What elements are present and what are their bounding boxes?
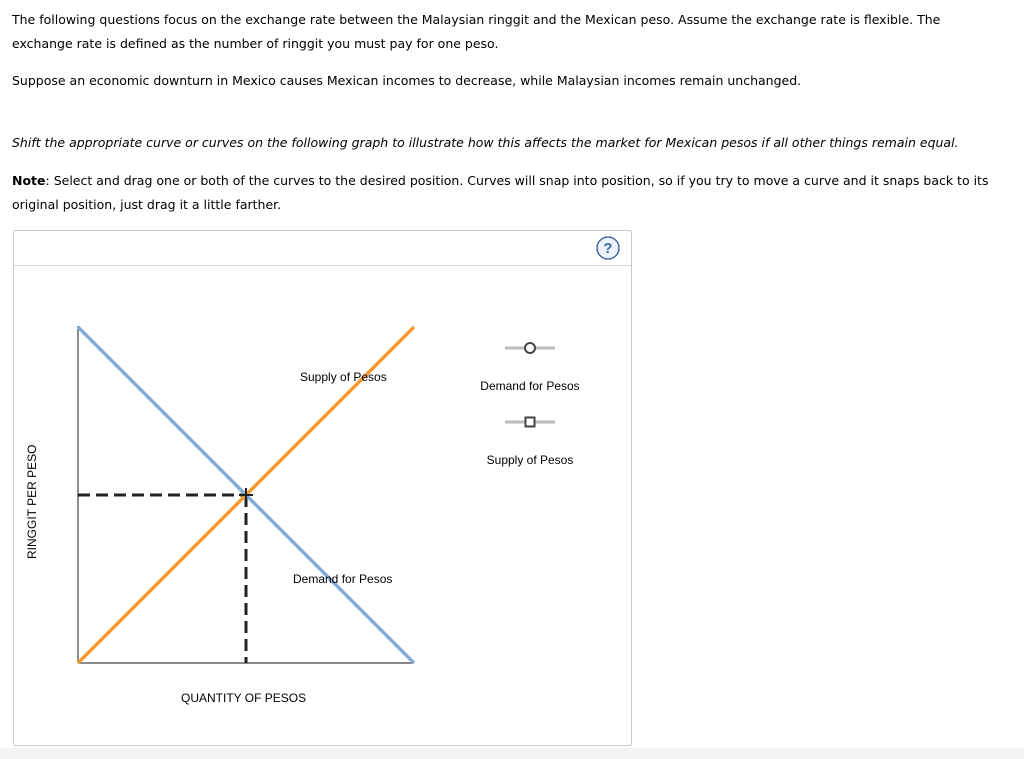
square-icon bbox=[526, 418, 535, 427]
help-symbol: ? bbox=[603, 240, 613, 257]
y-axis-label: RINGGIT PER PESO bbox=[25, 444, 39, 559]
legend-demand-label: Demand for Pesos bbox=[480, 379, 580, 393]
page-bottom-edge bbox=[0, 748, 1024, 759]
legend-supply-label: Supply of Pesos bbox=[486, 453, 574, 467]
demand-curve-label: Demand for Pesos bbox=[293, 572, 393, 586]
instruction-text: Shift the appropriate curve or curves on the following graph to illustrate how this affects the market for Mexican pesos if all other things remain equal. bbox=[12, 135, 959, 150]
intro-text: The following questions focus on the exchange rate between the Malaysian ringgit and the Mexican peso. Assume the exchange rate is flexible. The exchange rate is defined as the number of ringgit you must pay for one peso. bbox=[12, 12, 941, 51]
graph-canvas bbox=[14, 231, 631, 745]
graph-panel bbox=[13, 230, 632, 746]
note-label: Note bbox=[12, 173, 46, 188]
x-axis-label: QUANTITY OF PESOS bbox=[181, 691, 307, 705]
note-body: : Select and drag one or both of the curves to the desired position. Curves will snap into position, so if you try to move a curve and it snaps back to its original position, just drag it a little farther. bbox=[12, 173, 989, 212]
legend-supply-tool[interactable] bbox=[487, 418, 574, 468]
note-text bbox=[12, 169, 1002, 217]
question-mark-icon[interactable] bbox=[596, 236, 620, 260]
supply-curve-label: Supply of Pesos bbox=[300, 370, 387, 384]
legend-demand-tool[interactable] bbox=[480, 343, 579, 393]
circle-icon bbox=[525, 343, 535, 353]
scenario-text: Suppose an economic downturn in Mexico causes Mexican incomes to decrease, while Malaysian incomes remain unchanged. bbox=[12, 73, 802, 88]
